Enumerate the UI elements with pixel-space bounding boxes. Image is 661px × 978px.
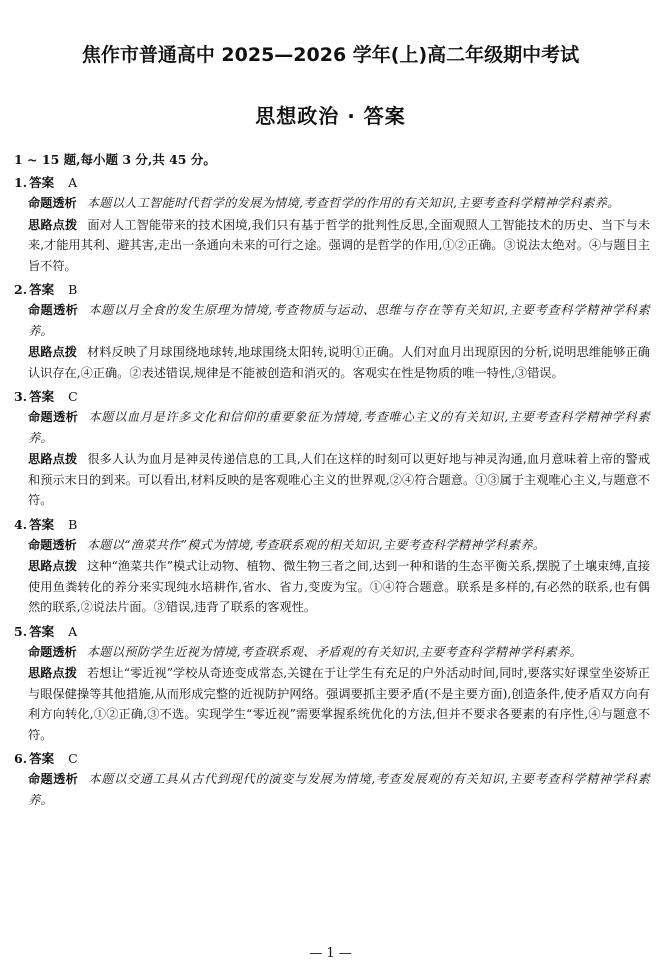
question-item — [14, 172, 650, 276]
analysis-label: 命题透析 — [28, 410, 79, 424]
hint-text: 很多人认为血月是神灵传递信息的工具,人们在这样的时刻可以更好地与神灵沟通,血月意味着上帝的警戒和预示末日的到来。可以看出,材料反映的是客观唯心主义的世界观,②④符合题意。①③属于主观唯心主义,与题意不符。 — [28, 452, 651, 507]
question-hint — [14, 215, 650, 277]
analysis-label: 命题透析 — [28, 537, 77, 552]
analysis-text: 本题以人工智能时代哲学的发展为情境,考查哲学的作用的有关知识,主要考查科学精神学科素养。 — [86, 196, 620, 210]
answer-label: 答案 — [29, 516, 55, 532]
question-analysis — [14, 535, 650, 556]
exam-title: 焦作市普通高中 2025—2026 学年(上)高二年级期中考试 — [81, 44, 580, 66]
question-hint — [14, 663, 650, 745]
question-analysis — [14, 642, 650, 663]
answer-letter: B — [68, 282, 78, 297]
analysis-text: 本题以血月是许多文化和信仰的重要象征为情境,考查唯心主义的有关知识,主要考查科学精神学科素养。 — [28, 410, 651, 445]
answer-letter: A — [68, 175, 78, 190]
hint-label: 思路点拨 — [28, 559, 77, 573]
hint-label: 思路点拨 — [28, 217, 78, 232]
answer-label: 答案 — [29, 751, 55, 766]
question-answer-line — [14, 172, 650, 193]
analysis-text: 本题以“渔菜共作”模式为情境,考查联系观的相关知识,主要考查科学精神学科素养。 — [86, 537, 546, 552]
question-list — [14, 172, 650, 810]
page-number: — 1 — — [309, 946, 352, 961]
answer-letter: A — [68, 623, 78, 639]
answer-content — [14, 150, 650, 813]
question-answer-line — [14, 279, 650, 300]
answer-letter: C — [68, 751, 78, 766]
analysis-label: 命题透析 — [28, 644, 77, 659]
question-item — [14, 621, 650, 746]
question-item — [14, 386, 650, 511]
question-hint — [14, 342, 650, 383]
answer-label: 答案 — [29, 389, 55, 404]
answer-letter: C — [68, 389, 78, 404]
question-hint — [14, 449, 650, 511]
question-number: 3. — [14, 389, 28, 404]
answer-label: 答案 — [29, 175, 55, 190]
question-item — [14, 748, 650, 810]
question-answer-line — [14, 748, 650, 769]
question-analysis — [14, 769, 650, 810]
answer-label: 答案 — [29, 282, 55, 297]
analysis-text: 本题以月全食的发生原理为情境,考查物质与运动、思维与存在等有关知识,主要考查科学精神学科素养。 — [28, 303, 651, 338]
hint-label: 思路点拨 — [28, 452, 78, 466]
hint-text: 若想让“零近视”学校从奇迹变成常态,关键在于让学生有充足的户外活动时间,同时,要落实好课堂坐姿矫正与眼保健操等其他措施,从而形成完整的近视防护网络。强调要抓主要矛盾(不是主要方面),创造条件,使矛盾双方向有利方向转化,①②正确,③不选。实现学生“零近视”需要掌握系统优化的方法,但并不要求各要素的有序性,④与题意不符。 — [28, 666, 650, 742]
analysis-text: 本题以交通工具从古代到现代的演变与发展为情境,考查发展观的有关知识,主要考查科学精神学科素养。 — [28, 772, 651, 807]
question-number: 1. — [14, 175, 28, 190]
answer-letter: B — [68, 516, 78, 532]
question-number: 4. — [14, 516, 28, 532]
section-intro: 1 ~ 15 题,每小题 3 分,共 45 分。 — [14, 152, 216, 167]
question-number: 6. — [14, 751, 28, 766]
question-answer-line — [14, 621, 650, 642]
question-number: 2. — [14, 282, 28, 297]
hint-text: 面对人工智能带来的技术困境,我们只有基于哲学的批判性反思,全面观照人工智能技术的历史、当下与未来,才能用其利、避其害,走出一条通向未来的可行之途。强调的是哲学的作用,①②正确。③说法太绝对。④与题目主旨不符。 — [28, 217, 651, 273]
answer-label: 答案 — [29, 623, 55, 639]
question-answer-line — [14, 386, 650, 407]
hint-text: 材料反映了月球围绕地球转,地球围绕太阳转,说明①正确。人们对血月出现原因的分析,说明思维能够正确认识存在,④正确。②表述错误,规律是不能被创造和消灭的。客观实在性是物质的唯一特性,③错误。 — [28, 345, 650, 380]
question-analysis — [14, 407, 650, 448]
question-item — [14, 279, 650, 383]
hint-text: 这种“渔菜共作”模式让动物、植物、微生物三者之间,达到一种和谐的生态平衡关系,摆脱了土壤束缚,直接使用鱼粪转化的养分来实现纯水培耕作,省水、省力,变废为宝。①④符合题意。联系是多样的,有必然的联系,也有偶然的联系,②说法片面。③错误,违背了联系的客观性。 — [28, 559, 650, 614]
question-analysis — [14, 300, 650, 341]
analysis-label: 命题透析 — [28, 196, 77, 210]
analysis-label: 命题透析 — [28, 772, 79, 786]
question-analysis — [14, 193, 650, 214]
question-answer-line — [14, 514, 650, 535]
question-number: 5. — [14, 623, 28, 639]
analysis-text: 本题以预防学生近视为情境,考查联系观、矛盾观的有关知识,主要考查科学精神学科素养。 — [86, 644, 583, 659]
hint-label: 思路点拨 — [28, 666, 77, 680]
subject-title: 思想政治 · 答案 — [255, 104, 406, 128]
question-item — [14, 514, 650, 618]
question-hint — [14, 556, 650, 618]
hint-label: 思路点拨 — [28, 345, 77, 359]
analysis-label: 命题透析 — [28, 303, 79, 317]
